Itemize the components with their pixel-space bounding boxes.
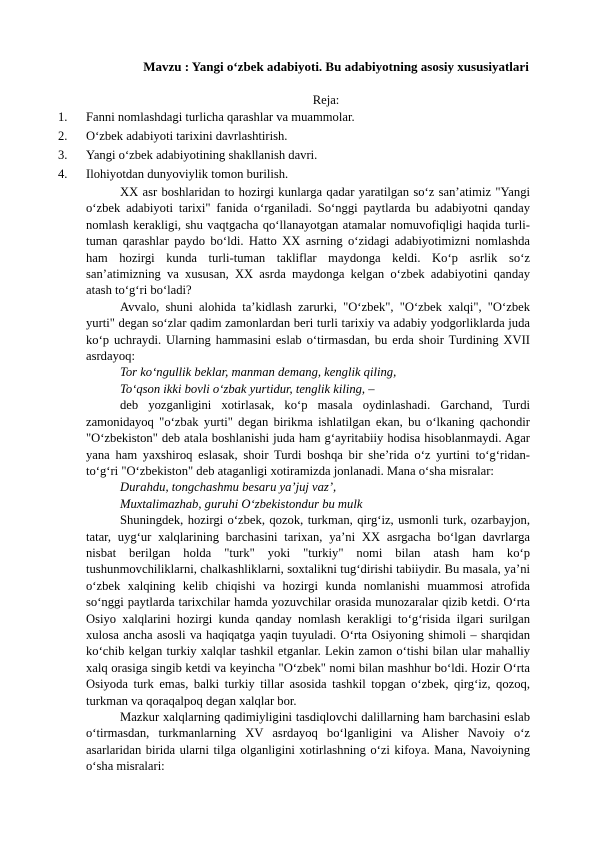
plan-item-number: 1.: [58, 110, 68, 124]
plan-item-text: Ilohiyotdan dunyoviylik tomon burilish.: [86, 167, 289, 181]
plan-item-number: 3.: [58, 148, 68, 162]
plan-item-text: O‘zbek adabiyoti tarixini davrlashtirish.: [86, 129, 288, 143]
body-paragraph: deb yozganligini xotirlasak, ko‘p masala oydinlashadi. Garchand, Turdi zamonidayoq "o‘zbak yurti" degan birikma ishlatilgan ekan, bu o‘lkaning qachondir "O‘zbekiston" deb atala boshlanishi juda ham g‘ayritabiiy hodisa hisoblanmaydi. Agar yana ham yaxshiroq eslasak, shoir Turdi boshqa bir she’rida o‘z yurtini to‘g‘ridan-to‘g‘ri "O‘zbekiston" deb ataganligi xotiramizda jonlanadi. Mana o‘sha misralar:: [86, 398, 530, 478]
verse-line: Durahdu, tongchashmu besaru ya’juj vaz’,: [120, 480, 337, 495]
body-paragraph: Shuningdek, hozirgi o‘zbek, qozok, turkman, qirg‘iz, usmonli turk, ozarbayjon, tatar, uyg‘ur xalqlarining barchasini tarixan, ya’ni XX asrgacha bo‘lgan davrlarga nisbat berilgan holda "turk" yoki "turkiy" nomi bilan atash ham ko‘p tushunmovchiliklarni, chalkashliklarni, soxtalikni tug‘dirishi tabiiydir. Bu masala, ya’ni o‘zbek xalqining kelib chiqishi va hozirgi kunda nomlanishi muammosi atrofida so‘nggi paytlarda tarixchilar hamda yozuvchilar orasida munozaralar qizib ketdi. O‘rta Osiyo xalqlarini hozirgi kunda qanday nomlash kerakligi to‘g‘risida ilgari surilgan xulosa ancha asosli va haqiqatga yaqin tuyuladi. O‘rta Osiyoning shimoli – sharqidan ko‘chib kelgan turkiy xalqlar tashkil etganlar. Lekin zamon o‘tishi bilan ular mahalliy xalq orasiga singib ketdi va keyincha "O‘zbek" nomi bilan mashhur bo‘ldi. Hozir O‘rta Osiyoda turk emas, balki turkiy tillar asosida tashkil topgan o‘zbek, qirg‘iz, qozoq, turkman va qoraqalpoq degan xalqlar bor.: [86, 513, 530, 708]
plan-heading: Reja:: [312, 93, 340, 107]
body-paragraph: Mazkur xalqlarning qadimiyligini tasdiqlovchi dalillarning ham barchasini eslab o‘tirmasdan, turkmanlarning XV asrdayoq bo‘lganligini va Alisher Navoiy o‘z asarlaridan birida ularni tilga olganligini xotirlashning o‘zi kifoya. Mana, Navoiyning o‘sha misralari:: [86, 710, 530, 774]
plan-item-text: Yangi o‘zbek adabiyotining shakllanish davri.: [86, 148, 318, 162]
plan-list: [58, 108, 528, 184]
plan-item-number: 2.: [58, 129, 68, 143]
plan-item: [58, 146, 528, 165]
plan-item: [58, 127, 528, 146]
body-paragraph: XX asr boshlaridan to hozirgi kunlarga qadar yaratilgan so‘z san’atimiz "Yangi o‘zbek adabiyoti tarixi" fanida o‘rganiladi. So‘nggi paytlarda bu adabiyotni qanday nomlash kerakligi, shu vaqtgacha qo‘llanayotgan atamalar nomuvofiqligi haqida turli-tuman qarashlar paydo bo‘ldi. Hatto XX asrning o‘zidagi adabiyotimizni nomlashda ham hozirgi kunda turli-tuman takliflar maydonga keldi. Ko‘p asrlik so‘z san’atimizning va xususan, XX asrda maydonga kelgan o‘zbek adabiyotini qanday atash to‘g‘ri bo‘ladi?: [86, 185, 530, 298]
body-paragraph: Avvalo, shuni alohida ta’kidlash zarurki, "O‘zbek", "O‘zbek xalqi", "O‘zbek yurti" degan so‘zlar qadim zamonlardan beri turli tarixiy va adabiy yodgorliklarda juda ko‘p uchraydi. Ularning hammasini eslab o‘tirmasdan, bu erda shoir Turdining XVII asrdayoq:: [86, 299, 530, 364]
plan-item: [58, 108, 528, 127]
verse-line: To‘qson ikki bovli o‘zbak yurtidur, tenglik kiling, –: [120, 381, 375, 396]
verse-line: Tor ko‘ngullik beklar, manman demang, kenglik qiling,: [120, 365, 397, 380]
plan-item: [58, 165, 528, 184]
verse-line: Muxtalimazhab, guruhi O‘zbekistondur bu mulk: [120, 496, 363, 511]
plan-item-text: Fanni nomlashdagi turlicha qarashlar va muammolar.: [86, 110, 355, 124]
plan-item-number: 4.: [58, 167, 68, 181]
document-title: Mavzu : Yangi o‘zbek adabiyoti. Bu adabiyotning asosiy xususiyatlari: [143, 59, 529, 74]
document-body: [86, 184, 530, 775]
